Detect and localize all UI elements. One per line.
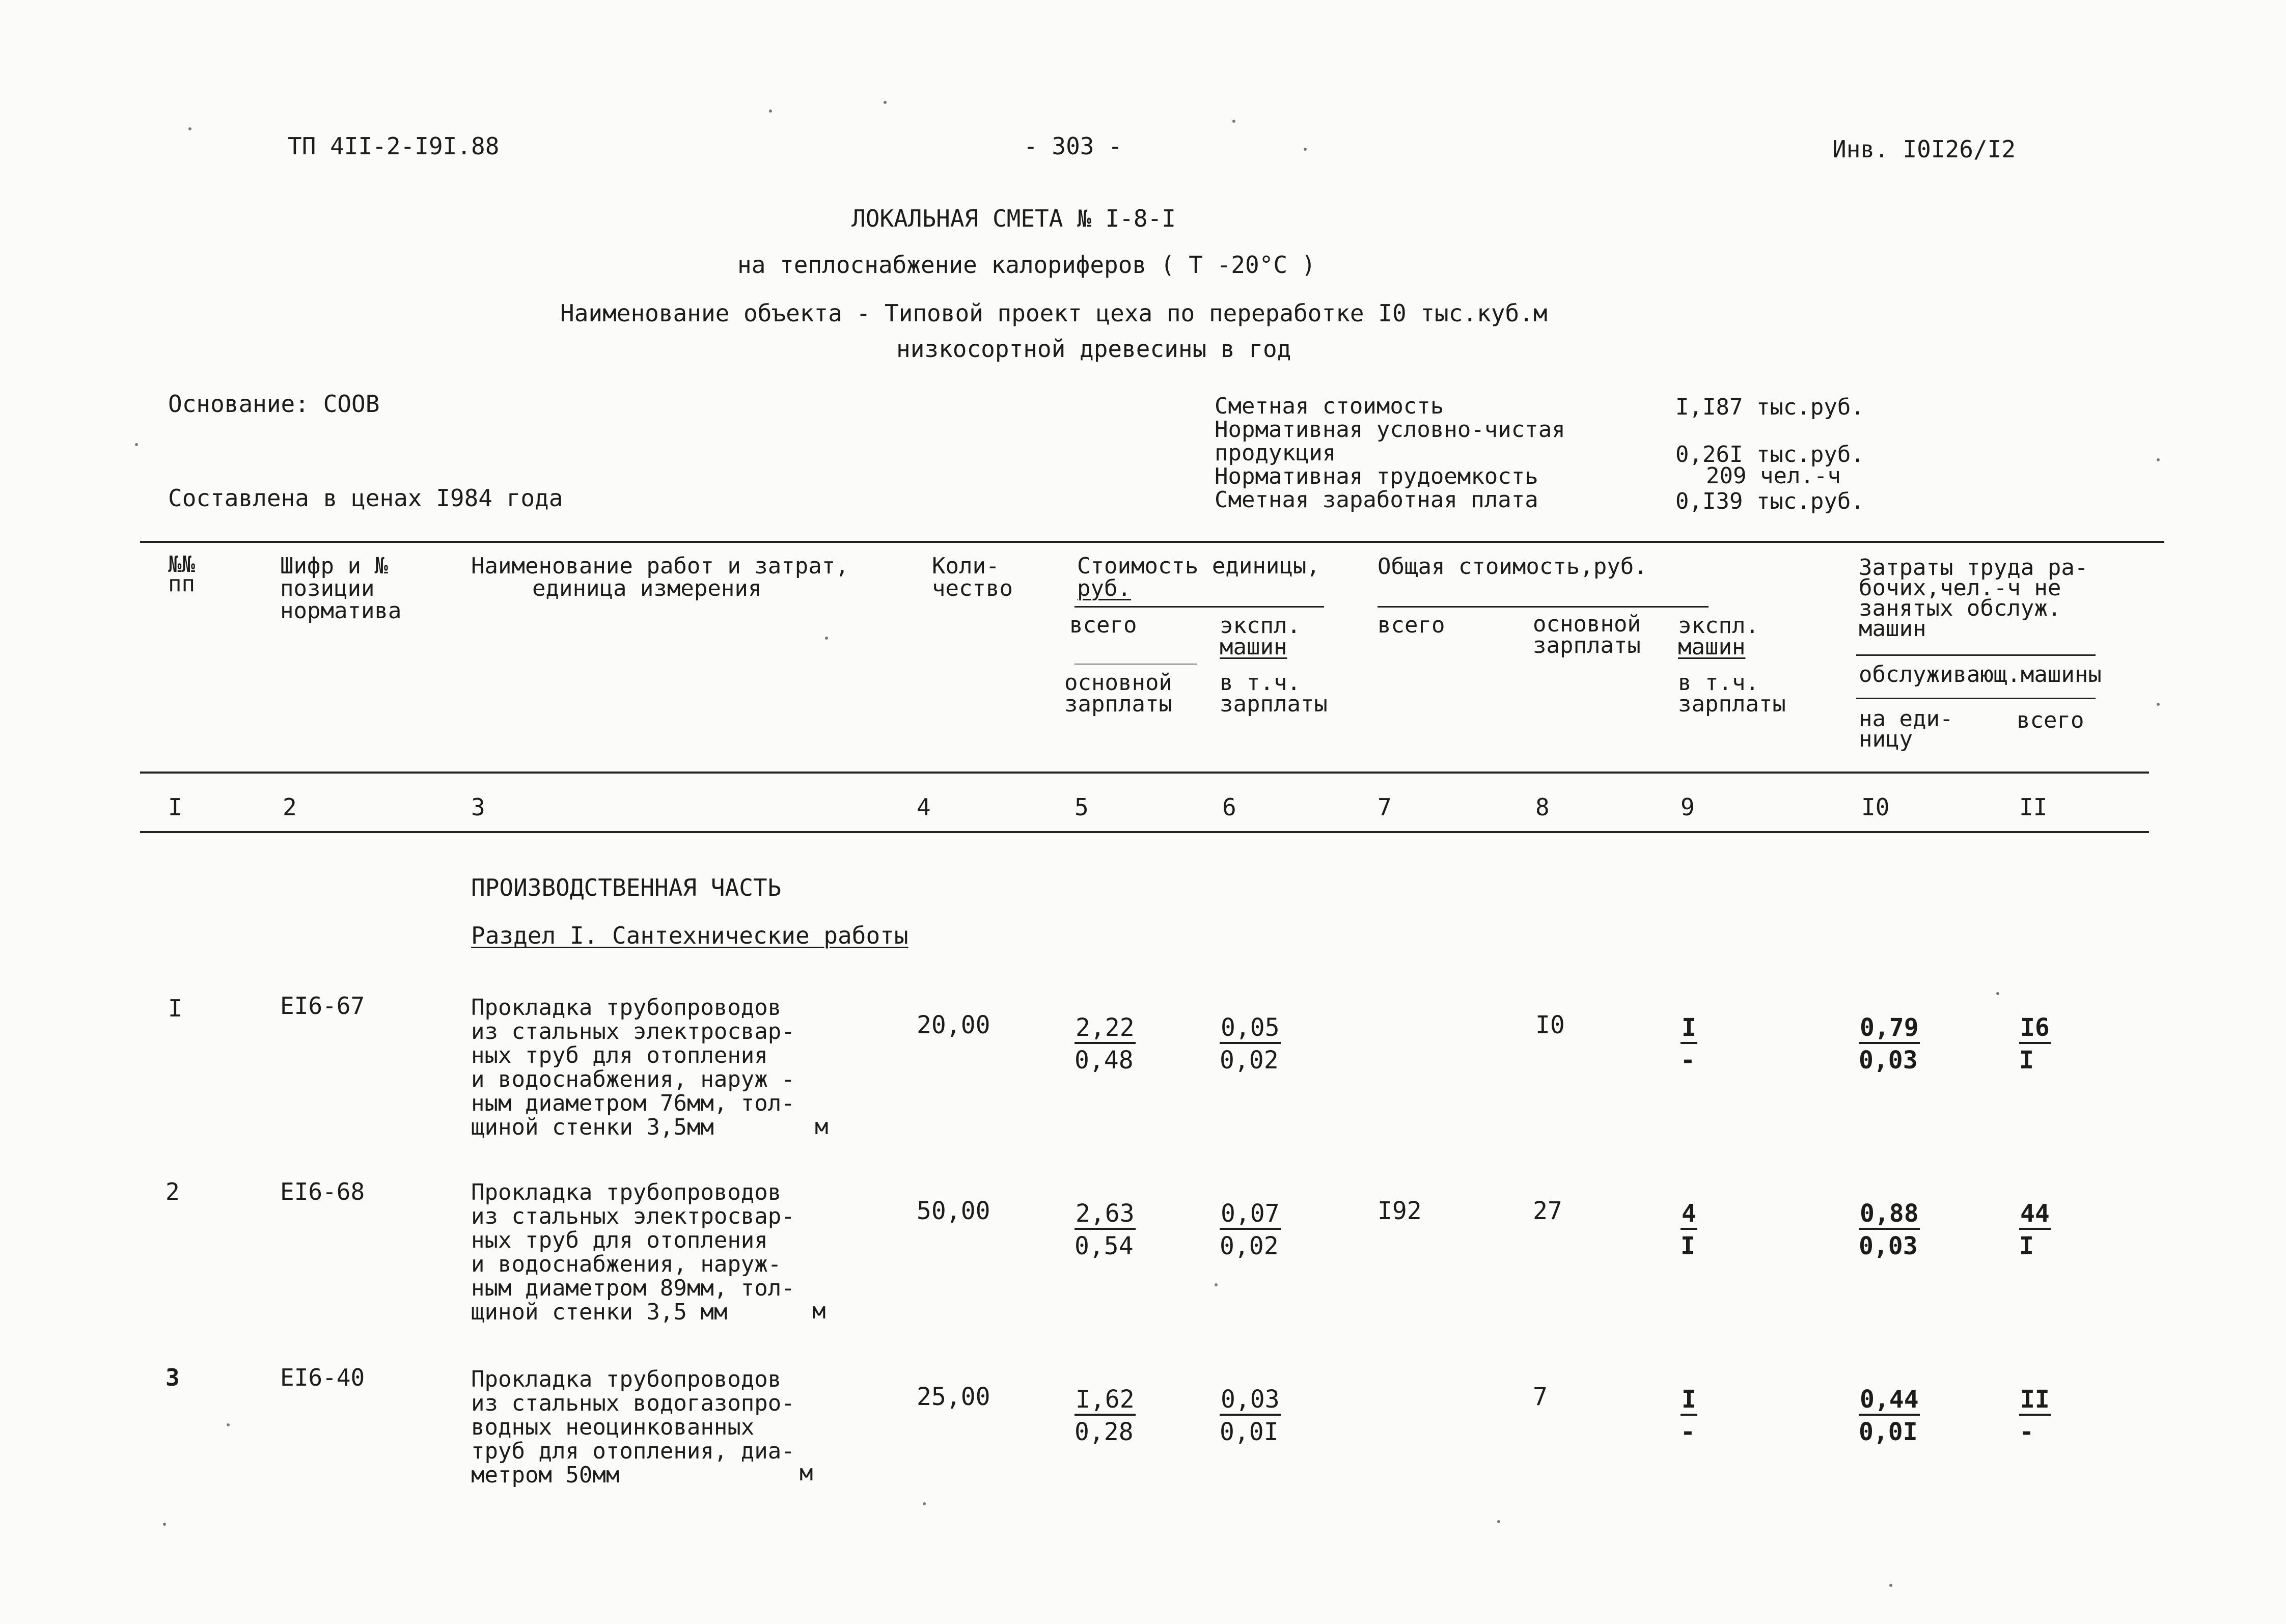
summary-label: продукция [1215,440,1336,466]
scan-speck [188,127,191,130]
summary-labels [1215,395,1565,512]
labor-rule-2 [1856,698,2096,699]
header-bottom-rule [140,772,2149,774]
row-c9: $\frac{4}{I}$ [1681,1199,1696,1260]
row-code: EI6-40 [280,1364,365,1391]
row-c9: I - [1681,1013,1696,1075]
col-header-2: Шифр и № позиции норматива [280,553,402,624]
col-header-11: всего [2017,707,2084,733]
row-c5: $\frac{2,63}{0,54}$ [1075,1199,1135,1260]
prices-label: Составлена в ценах I984 года [168,484,563,512]
doc-code: ТП 4II-2-I9I.88 [288,132,500,160]
row-unit: м [800,1460,813,1486]
summary-value-cost: I,I87 тыс.руб. [1675,394,1864,420]
row-description: Прокладка трубопроводов из стальных водогазопро- водных неоцинкованных труб для отопления, диа- метром 50мм [471,1366,795,1488]
scan-speck [825,637,828,640]
col-header-1: №№ пп [168,552,195,597]
scan-speck [1232,120,1235,123]
col-number: 6 [1222,793,1236,821]
col-header-6-top: экспл. машин [1220,613,1301,660]
row-code: EI6-67 [280,992,365,1020]
row-c8: 27 [1533,1197,1562,1225]
summary-label: Нормативная условно-чистая [1215,417,1565,443]
scan-speck [2157,458,2160,461]
row-c8: 7 [1533,1383,1548,1411]
unit-cost-rule [1075,606,1324,608]
section-heading: Раздел I. Сантехнические работы [471,922,908,949]
scan-speck [1996,992,1999,995]
col-header-5-top: всего [1069,612,1137,638]
inventory-number: Инв. I0I26/I2 [1832,135,2016,163]
col-number: 2 [283,793,297,821]
summary-label: Нормативная трудоемкость [1215,463,1538,489]
col-number: 4 [917,793,931,821]
scan-speck [923,1502,926,1505]
object-name: Наименование объекта - Типовой проект цеха по переработке I0 тыс.куб.м [560,299,1548,327]
summary-label: Сметная стоимость [1215,393,1444,419]
table-top-rule [140,541,2164,543]
row-code: EI6-68 [280,1178,365,1205]
col-header-7: всего [1378,612,1445,638]
page-number: - 303 - [1024,132,1122,160]
scan-speck [1889,1584,1892,1587]
col-number: I [168,793,182,821]
basis-label: Основание: СООВ [168,390,380,418]
row-unit: м [815,1114,829,1140]
object-name-cont: низкосортной древесины в год [896,335,1291,363]
row-number: I [168,995,182,1022]
scan-speck [1497,1520,1500,1523]
scan-speck [163,1523,166,1526]
row-c11: $\frac{44}{I}$ [2019,1199,2050,1260]
col-number: 3 [471,793,485,821]
col-number: II [2019,793,2048,821]
row-c10: $\frac{0,88}{0,03}$ [1859,1199,1919,1260]
scan-speck [769,109,772,113]
col-header-3: Наименование работ и затрат, единица измерения [471,553,849,601]
row-c10: $\frac{0,44}{0,0I}$ [1859,1385,1919,1446]
row-c7: I92 [1378,1197,1422,1225]
row-number: 3 [166,1364,180,1391]
scan-speck [1304,148,1307,151]
row-c11: $\frac{I6}{I}$ [2019,1013,2050,1075]
col-number: 7 [1378,793,1392,821]
row-qty: 25,00 [917,1383,990,1411]
summary-value-wage: 0,I39 тыс.руб. [1675,488,1864,514]
numbers-bottom-rule [140,831,2149,833]
col-header-9-top: экспл. машин [1678,613,1759,660]
col-number: 9 [1681,793,1695,821]
col-header-6-bot: в т.ч. зарплаты [1220,670,1328,717]
col-number: I0 [1861,793,1890,821]
summary-value-product: 0,26I тыс.руб. [1675,442,1864,467]
scan-speck [135,443,138,446]
row-c11: II - [2019,1385,2050,1446]
part-heading: ПРОИЗВОДСТВЕННАЯ ЧАСТЬ [471,874,782,901]
row-qty: 20,00 [917,1011,990,1039]
row-description: Прокладка трубопроводов из стальных электросвар- ных труб для отопления и водоснабжения, наруж- ным диаметром 89мм, тол- щиной стенки 3,5 мм [471,1179,795,1325]
col-header-labor-mid: обслуживающ.машины [1859,662,2102,687]
row-unit: м [812,1298,826,1324]
row-c6: $\frac{0,03}{0,0I}$ [1220,1385,1280,1446]
col-header-total-cost: Общая стоимость,руб. [1378,554,1647,580]
row-c6: $\frac{0,05}{0,02}$ [1220,1013,1280,1075]
row-description: Прокладка трубопроводов из стальных электросвар- ных труб для отопления и водоснабжения, наруж - ным диаметром 76мм, тол- щиной стенки 3,5мм [471,995,795,1140]
c5-mid-rule [1075,664,1197,665]
col-number: 5 [1075,793,1089,821]
row-c6: $\frac{0,07}{0,02}$ [1220,1199,1280,1260]
total-cost-rule [1378,606,1709,608]
col-header-9-bot: в т.ч. зарплаты [1678,670,1786,717]
scan-speck [884,101,887,104]
row-c10: $\frac{0,79}{0,03}$ [1859,1013,1919,1075]
row-c5: $\frac{I,62}{0,28}$ [1075,1385,1135,1446]
doc-subtitle: на теплоснабжение калориферов ( Т -20°С ) [737,251,1316,279]
row-number: 2 [166,1178,180,1205]
row-c8: I0 [1535,1011,1565,1039]
row-c9: I - [1681,1385,1696,1446]
scan-speck [2157,703,2160,706]
labor-rule-1 [1856,654,2096,656]
row-qty: 50,00 [917,1197,990,1225]
col-header-10: на еди- ницу [1859,706,1953,752]
doc-title: ЛОКАЛЬНАЯ СМЕТА № I-8-I [851,205,1176,232]
col-header-8: основной зарплаты [1533,611,1641,658]
scan-speck [1215,1283,1218,1286]
summary-label: Сметная заработная плата [1215,487,1538,513]
col-header-labor: Затраты труда ра- бочих,чел.-ч не занятых обслуж. машин [1859,555,2088,642]
summary-value-labor: 209 чел.-ч [1706,463,1841,489]
row-c5: $\frac{2,22}{0,48}$ [1075,1013,1135,1075]
col-header-4: Коли- чество [932,553,1013,601]
col-header-5-bot: основной зарплаты [1064,670,1172,717]
scan-speck [227,1423,230,1426]
col-header-unit-cost: Стоимость единицы, руб. [1077,553,1320,601]
col-number: 8 [1535,793,1550,821]
